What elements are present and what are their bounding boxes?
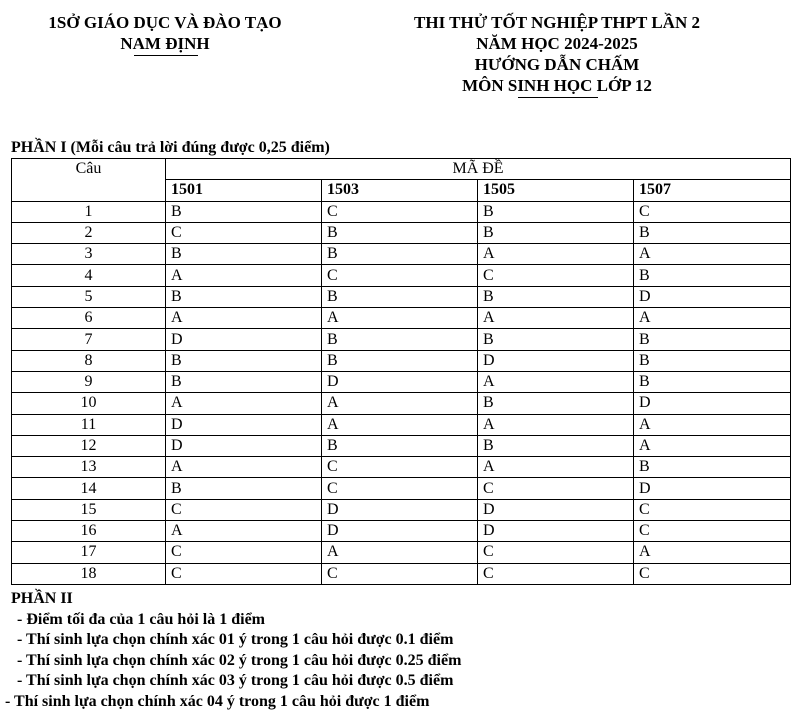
table-row — [12, 414, 791, 435]
answer-cell: B — [166, 350, 322, 371]
answer-cell: B — [322, 222, 478, 243]
part2-title: PHẦN II — [11, 590, 73, 607]
question-number: 9 — [12, 371, 166, 392]
question-number: 14 — [12, 478, 166, 499]
answer-cell: C — [478, 478, 634, 499]
answer-cell: D — [322, 371, 478, 392]
answer-cell: B — [634, 457, 791, 478]
answer-cell: A — [634, 542, 791, 563]
table-row — [12, 563, 791, 584]
answer-cell: B — [166, 478, 322, 499]
answer-cell: C — [322, 563, 478, 584]
answer-cell: A — [322, 542, 478, 563]
answer-cell: C — [478, 563, 634, 584]
answer-cell: B — [322, 329, 478, 350]
answer-cell: D — [634, 393, 791, 414]
answer-cell: A — [166, 265, 322, 286]
answer-cell: A — [322, 393, 478, 414]
question-number: 1 — [12, 201, 166, 222]
answer-cell: D — [322, 521, 478, 542]
part2-rule: - Thí sinh lựa chọn chính xác 03 ý trong 1 câu hỏi được 0.5 điểm — [17, 672, 454, 690]
question-number: 18 — [12, 563, 166, 584]
table-row — [12, 542, 791, 563]
answer-cell: C — [322, 201, 478, 222]
answer-cell: B — [166, 201, 322, 222]
part2-rule: - Điểm tối đa của 1 câu hỏi là 1 điểm — [17, 610, 265, 628]
table-row — [12, 244, 791, 265]
answer-cell: B — [478, 435, 634, 456]
exam-title: THI THỬ TỐT NGHIỆP THPT LẦN 2 — [414, 13, 700, 32]
question-number: 3 — [12, 244, 166, 265]
answer-cell: C — [634, 499, 791, 520]
answer-cell: B — [166, 244, 322, 265]
answer-cell: B — [166, 371, 322, 392]
answer-cell: B — [166, 286, 322, 307]
question-number: 2 — [12, 222, 166, 243]
answer-cell: A — [634, 435, 791, 456]
part1-title: PHẦN I (Mỗi câu trả lời đúng được 0,25 điểm) — [11, 139, 330, 156]
answer-cell: C — [166, 563, 322, 584]
answer-cell: A — [166, 457, 322, 478]
answer-cell: D — [634, 286, 791, 307]
part2-rule: - Thí sinh lựa chọn chính xác 04 ý trong 1 câu hỏi được 1 điểm — [5, 692, 430, 710]
table-row — [12, 393, 791, 414]
question-number: 7 — [12, 329, 166, 350]
answer-cell: A — [478, 371, 634, 392]
answer-cell: A — [478, 308, 634, 329]
table-row — [12, 308, 791, 329]
answer-cell: D — [478, 350, 634, 371]
answer-cell: A — [478, 244, 634, 265]
answer-cell: B — [478, 286, 634, 307]
issuer-province: NAM ĐỊNH — [120, 34, 210, 53]
question-number: 17 — [12, 542, 166, 563]
exam-guide-title: HƯỚNG DẪN CHẤM — [474, 55, 640, 74]
question-number: 15 — [12, 499, 166, 520]
question-number: 6 — [12, 308, 166, 329]
answer-cell: C — [478, 265, 634, 286]
question-number: 11 — [12, 414, 166, 435]
answer-cell: D — [478, 521, 634, 542]
answer-cell: B — [634, 371, 791, 392]
code-header: 1501 — [166, 180, 322, 201]
answer-cell: C — [634, 201, 791, 222]
answer-cell: B — [478, 222, 634, 243]
answer-cell: A — [478, 457, 634, 478]
part2-section — [5, 589, 462, 713]
code-group-header: MÃ ĐỀ — [166, 159, 791, 180]
exam-school-year: NĂM HỌC 2024-2025 — [476, 34, 638, 53]
answer-cell: D — [166, 414, 322, 435]
issuer-underline — [134, 55, 198, 56]
answer-cell: D — [166, 329, 322, 350]
answer-cell: A — [166, 393, 322, 414]
answer-cell: D — [166, 435, 322, 456]
part2-rule: - Thí sinh lựa chọn chính xác 01 ý trong 1 câu hỏi được 0.1 điểm — [17, 631, 454, 649]
question-number: 16 — [12, 521, 166, 542]
table-row — [12, 201, 791, 222]
question-column-header: Câu — [12, 159, 166, 202]
answer-cell: B — [634, 265, 791, 286]
table-row — [12, 329, 791, 350]
answer-cell: B — [322, 350, 478, 371]
answer-cell: C — [166, 542, 322, 563]
table-row — [12, 265, 791, 286]
answer-cell: B — [478, 201, 634, 222]
table-row — [12, 478, 791, 499]
table-header-row — [12, 159, 791, 180]
code-header: 1507 — [634, 180, 791, 201]
answer-cell: C — [634, 563, 791, 584]
answer-cell: A — [322, 414, 478, 435]
answer-cell: B — [322, 435, 478, 456]
answer-cell: C — [634, 521, 791, 542]
answer-cell: B — [634, 329, 791, 350]
answer-key-table — [11, 158, 791, 585]
answer-cell: B — [322, 244, 478, 265]
answer-cell: C — [322, 265, 478, 286]
table-row — [12, 286, 791, 307]
answer-cell: A — [322, 308, 478, 329]
answer-cell: A — [634, 308, 791, 329]
answer-cell: C — [478, 542, 634, 563]
issuer-header — [30, 12, 300, 54]
table-row — [12, 457, 791, 478]
answer-cell: C — [322, 478, 478, 499]
table-row — [12, 435, 791, 456]
code-header: 1505 — [478, 180, 634, 201]
answer-cell: C — [166, 222, 322, 243]
question-number: 4 — [12, 265, 166, 286]
table-row — [12, 222, 791, 243]
exam-header — [392, 12, 722, 96]
table-row — [12, 350, 791, 371]
answer-cell: A — [478, 414, 634, 435]
answer-cell: A — [166, 521, 322, 542]
answer-cell: A — [166, 308, 322, 329]
answer-cell: D — [322, 499, 478, 520]
answer-cell: B — [322, 286, 478, 307]
answer-cell: B — [634, 222, 791, 243]
answer-cell: A — [634, 414, 791, 435]
exam-subject: MÔN SINH HỌC LỚP 12 — [462, 76, 652, 95]
answer-cell: D — [634, 478, 791, 499]
answer-cell: D — [478, 499, 634, 520]
question-number: 8 — [12, 350, 166, 371]
issuer-department: 1SỞ GIÁO DỤC VÀ ĐÀO TẠO — [48, 13, 282, 32]
answer-cell: B — [634, 350, 791, 371]
table-row — [12, 499, 791, 520]
answer-cell: B — [478, 329, 634, 350]
code-header: 1503 — [322, 180, 478, 201]
answer-cell: C — [166, 499, 322, 520]
answer-table-body — [12, 201, 791, 584]
answer-cell: B — [478, 393, 634, 414]
question-number: 13 — [12, 457, 166, 478]
table-row — [12, 371, 791, 392]
exam-underline — [518, 97, 598, 98]
part2-rule: - Thí sinh lựa chọn chính xác 02 ý trong 1 câu hỏi được 0.25 điểm — [17, 651, 462, 669]
answer-cell: A — [634, 244, 791, 265]
answer-cell: C — [322, 457, 478, 478]
question-number: 12 — [12, 435, 166, 456]
question-number: 10 — [12, 393, 166, 414]
question-number: 5 — [12, 286, 166, 307]
table-row — [12, 521, 791, 542]
